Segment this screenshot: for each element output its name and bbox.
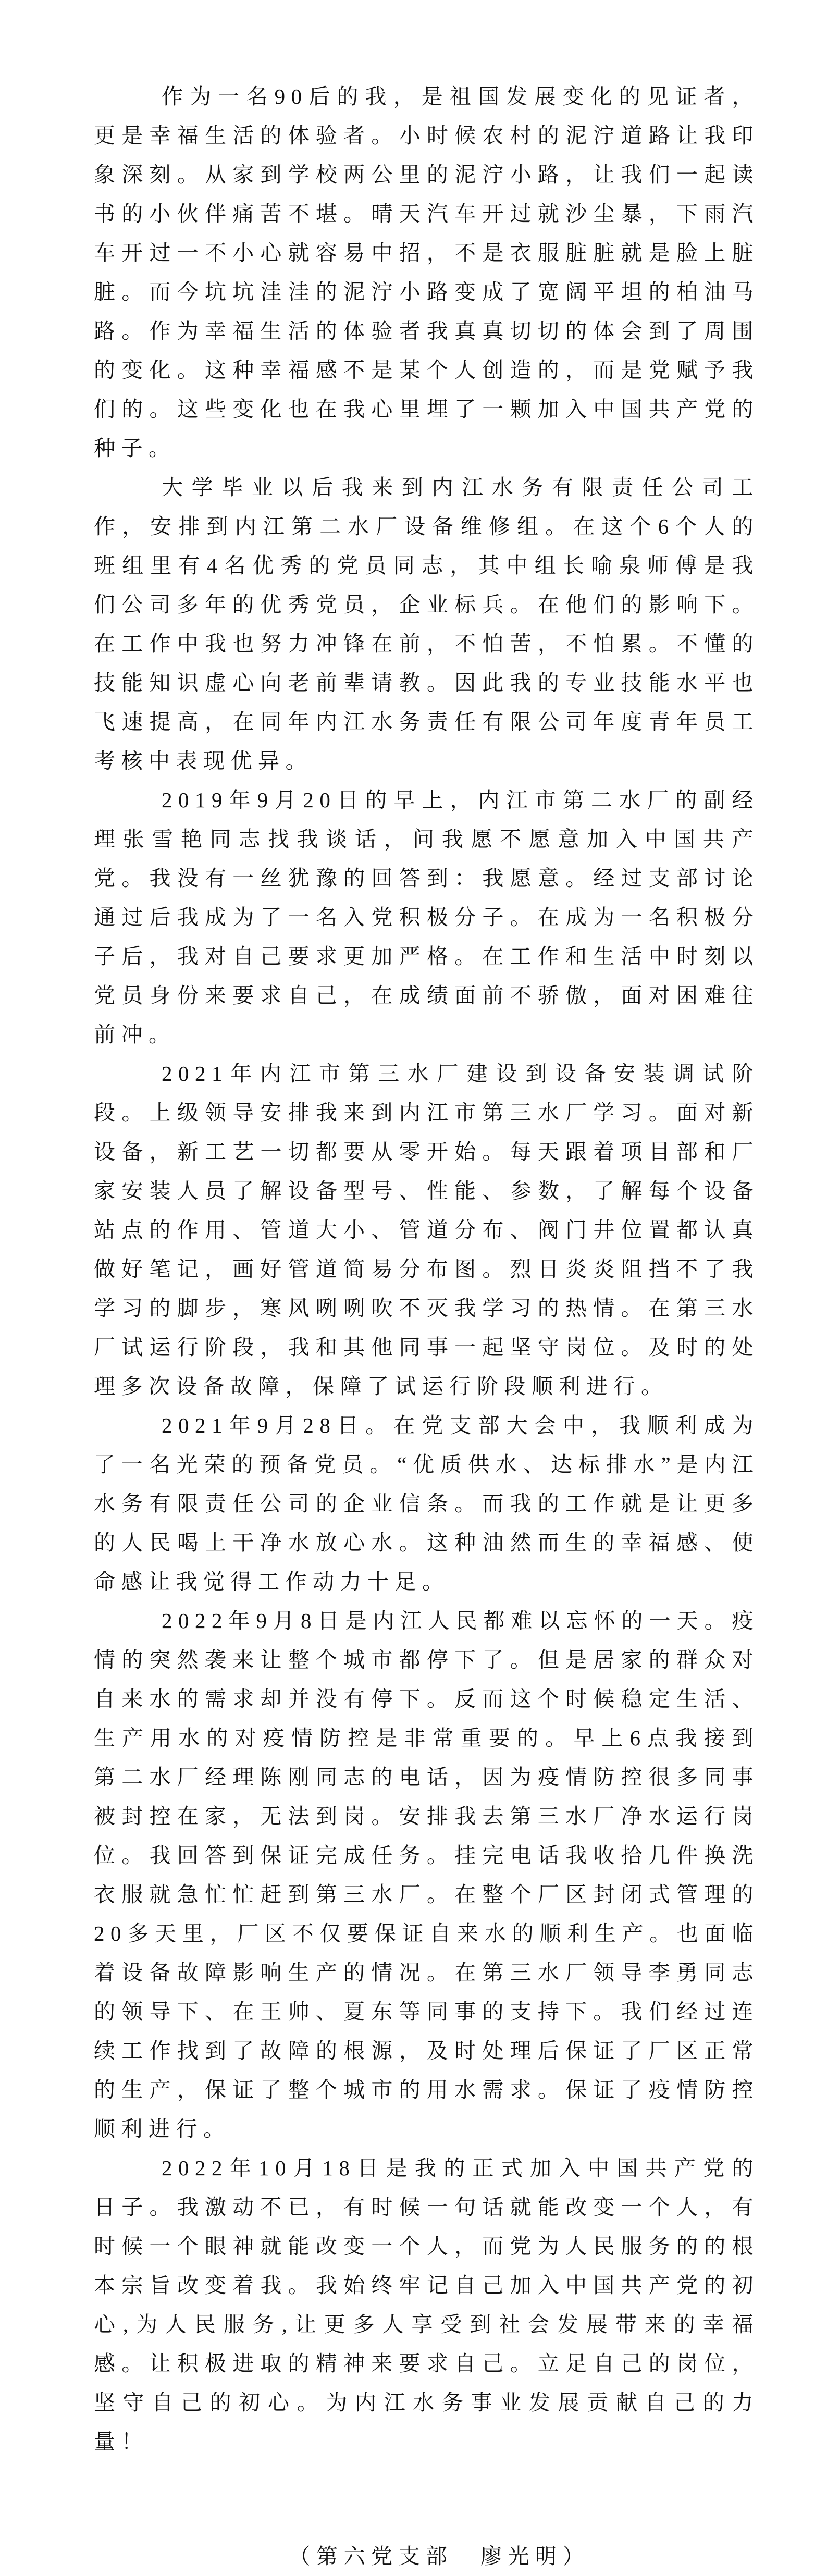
paragraph-5: 2021年9月28日。在党支部大会中，我顺利成为了一名光荣的预备党员。“优质供水、达标排水”是内江水务有限责任公司的企业信条。而我的工作就是让更多的人民喝上干净水放心水。这种油然而生的幸福感、使命感让我觉得工作动力十足。 — [94, 1413, 759, 1594]
signature: （第六党支部 廖光明） — [289, 2544, 590, 2568]
paragraph-1: 作为一名90后的我，是祖国发展变化的见证者，更是幸福生活的体验者。小时候农村的泥泞道路让我印象深刻。从家到学校两公里的泥泞小路，让我们一起读书的小伙伴痛苦不堪。晴天汽车开过就沙尘暴，下雨汽车开过一不小心就容易中招，不是衣服脏脏就是脸上脏脏。而今坑坑洼洼的泥泞小路变成了宽阔平坦的柏油马路。作为幸福生活的体验者我真真切切的体会到了周围的变化。这种幸福感不是某个人创造的，而是党赋予我们的。这些变化也在我心里埋了一颗加入中国共产党的种子。 — [94, 84, 759, 460]
paragraph-6: 2022年9月8日是内江人民都难以忘怀的一天。疫情的突然袭来让整个城市都停下了。但是居家的群众对自来水的需求却并没有停下。反而这个时候稳定生活、生产用水的对疫情防控是非常重要的。早上6点我接到第二水厂经理陈刚同志的电话，因为疫情防控很多同事被封控在家，无法到岗。安排我去第三水厂净水运行岗位。我回答到保证完成任务。挂完电话我收拾几件换洗衣服就急忙忙赶到第三水厂。在整个厂区封闭式管理的20多天里，厂区不仅要保证自来水的顺利生产。也面临着设备故障影响生产的情况。在第三水厂领导李勇同志的领导下、在王帅、夏东等同事的支持下。我们经过连续工作找到了故障的根源，及时处理后保证了厂区正常的生产，保证了整个城市的用水需求。保证了疫情防控顺利进行。 — [94, 1609, 759, 2141]
paragraph-2: 大学毕业以后我来到内江水务有限责任公司工作，安排到内江第二水厂设备维修组。在这个6个人的班组里有4名优秀的党员同志，其中组长喻泉师傅是我们公司多年的优秀党员，企业标兵。在他们的影响下。在工作中我也努力冲锋在前，不怕苦，不怕累。不懂的技能知识虚心向老前辈请教。因此我的专业技能水平也飞速提高，在同年内江水务责任有限公司年度青年员工考核中表现优异。 — [94, 475, 759, 773]
paragraph-7: 2022年10月18日是我的正式加入中国共产党的日子。我激动不已，有时候一句话就能改变一个人，有时候一个眼神就能改变一个人，而党为人民服务的的根本宗旨改变着我。我始终牢记自己加入中国共产党的初心,为人民服务,让更多人享受到社会发展带来的幸福感。让积极进取的精神来要求自己。立足自己的岗位，坚守自己的初心。为内江水务事业发展贡献自己的力量！ — [94, 2156, 759, 2454]
paragraph-3: 2019年9月20日的早上，内江市第二水厂的副经理张雪艳同志找我谈话，问我愿不愿意加入中国共产党。我没有一丝犹豫的回答到：我愿意。经过支部讨论通过后我成为了一名入党积极分子。在成为一名积极分子后，我对自己要求更加严格。在工作和生活中时刻以党员身份来要求自己，在成绩面前不骄傲，面对困难往前冲。 — [94, 788, 759, 1046]
paragraph-4: 2021年内江市第三水厂建设到设备安装调试阶段。上级领导安排我来到内江市第三水厂学习。面对新设备，新工艺一切都要从零开始。每天跟着项目部和厂家安装人员了解设备型号、性能、参数，了解每个设备站点的作用、管道大小、管道分布、阀门井位置都认真做好笔记，画好管道简易分布图。烈日炎炎阻挡不了我学习的脚步，寒风咧咧吹不灭我学习的热情。在第三水厂试运行阶段，我和其他同事一起坚守岗位。及时的处理多次设备故障，保障了试运行阶段顺利进行。 — [94, 1062, 759, 1398]
